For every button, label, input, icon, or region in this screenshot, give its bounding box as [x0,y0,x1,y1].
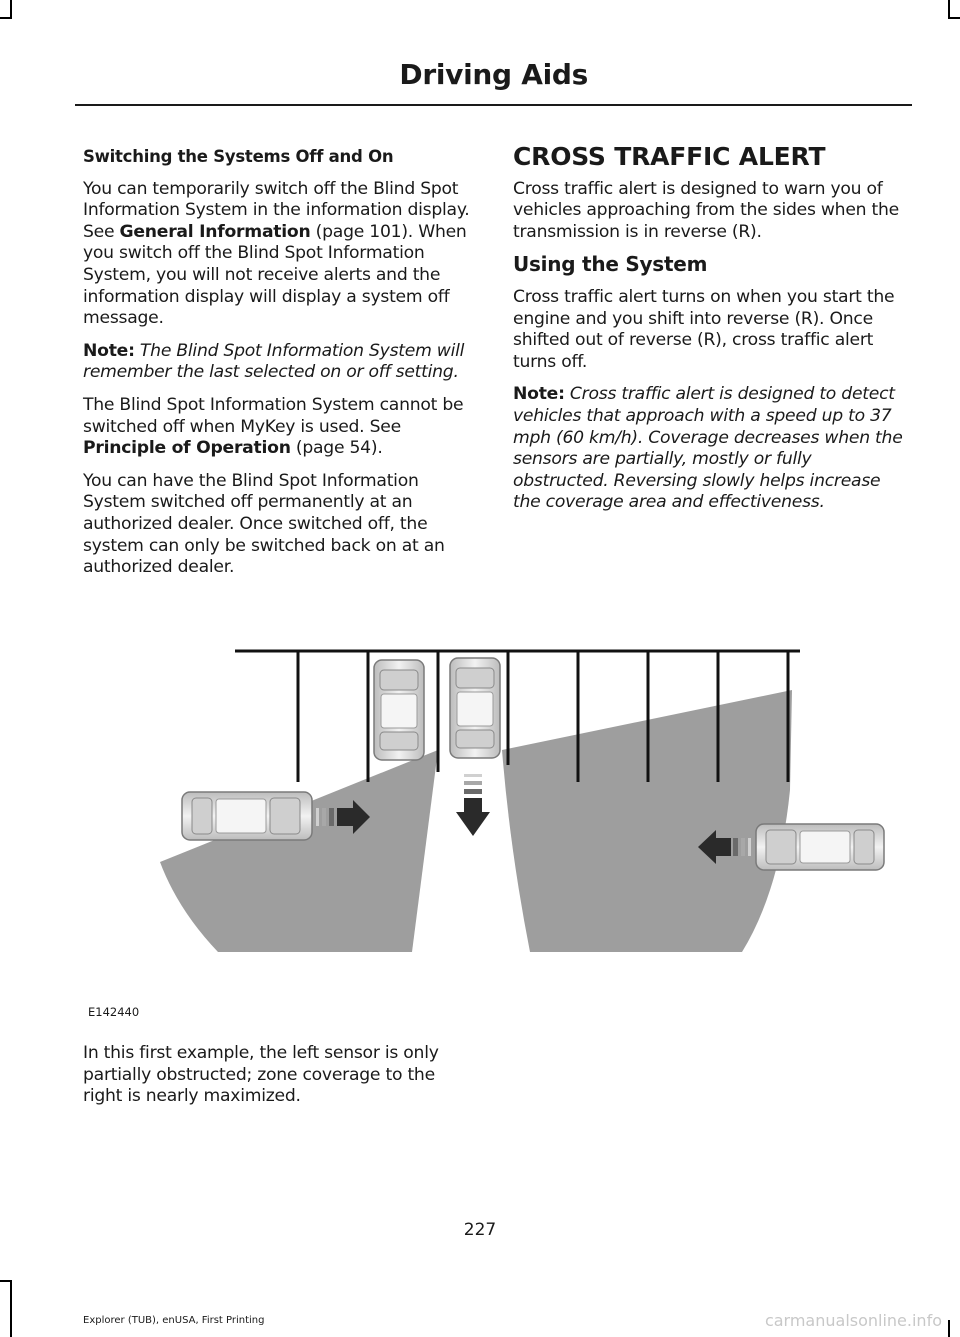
text: The Blind Spot Information System cannot be switched off when MyKey is used. See [83,394,464,437]
crop-mark [10,1280,12,1337]
crop-mark [0,1280,12,1282]
cross-reference-link[interactable]: General Information [119,221,311,242]
note-label: Note: [513,384,565,405]
cross-reference-link[interactable]: Principle of Operation [83,438,291,459]
left-column [83,146,479,590]
text: (page 101). When you switch off the Blind Spot Information System, you will not receive alerts and the information display will display a system off message. [83,221,467,329]
text: (page 54). [290,438,383,459]
figure-caption: In this first example, the left sensor is only partially obstructed; zone coverage to the right is nearly maximized. [83,1043,439,1107]
crop-mark [10,0,12,18]
section-heading: CROSS TRAFFIC ALERT [513,142,826,171]
paragraph: Cross traffic alert is designed to warn you of vehicles approaching from the sides when the transmission is in reverse (R). [513,178,899,242]
section-subheading: Switching the Systems Off and On [83,147,394,166]
note [83,341,479,384]
header-divider [75,104,912,106]
paragraph: You can have the Blind Spot Information System switched off permanently at an authorized dealer. Once switched off, the system can only be switched back on at an authorized dealer. [83,470,445,578]
note-label: Note: [83,340,135,361]
crop-mark [948,17,960,19]
text: You can temporarily switch off the Blind Spot Information System in the information display. See [83,178,470,242]
approaching-car-right-icon [756,824,884,870]
crop-mark [948,1320,950,1337]
parked-car-icon [374,660,424,760]
right-column [513,142,911,525]
crop-mark [0,17,12,19]
note [513,384,911,514]
note-text: The Blind Spot Information System will remember the last selected on or off setting. [83,340,465,383]
figure-code: E142440 [88,1005,140,1019]
paragraph [83,179,479,330]
reverse-direction-arrow-icon [456,774,490,836]
page-title: Driving Aids [399,58,588,91]
cross-traffic-alert-illustration [150,640,910,970]
page-number: 227 [463,1220,497,1240]
paragraph [83,395,479,460]
paragraph: Cross traffic alert turns on when you start the engine and you shift into reverse (R). Once shifted out of reverse (R), cross traffic alert turns off. [513,286,895,372]
reversing-car-icon [450,658,500,758]
note-text: Cross traffic alert is designed to detect vehicles that approach with a speed up to 37 mph (60 km/h). Coverage decreases when the sensors are partially, mostly or fully obstructed. Reversing slowly helps increase the coverage area and effectiveness. [513,384,903,513]
approaching-car-left-icon [182,792,312,840]
section-subheading: Using the System [513,252,708,277]
watermark: carmanualsonline.info [764,1311,942,1330]
footer-text: Explorer (TUB), enUSA, First Printing [83,1315,265,1326]
crop-mark [948,0,950,18]
